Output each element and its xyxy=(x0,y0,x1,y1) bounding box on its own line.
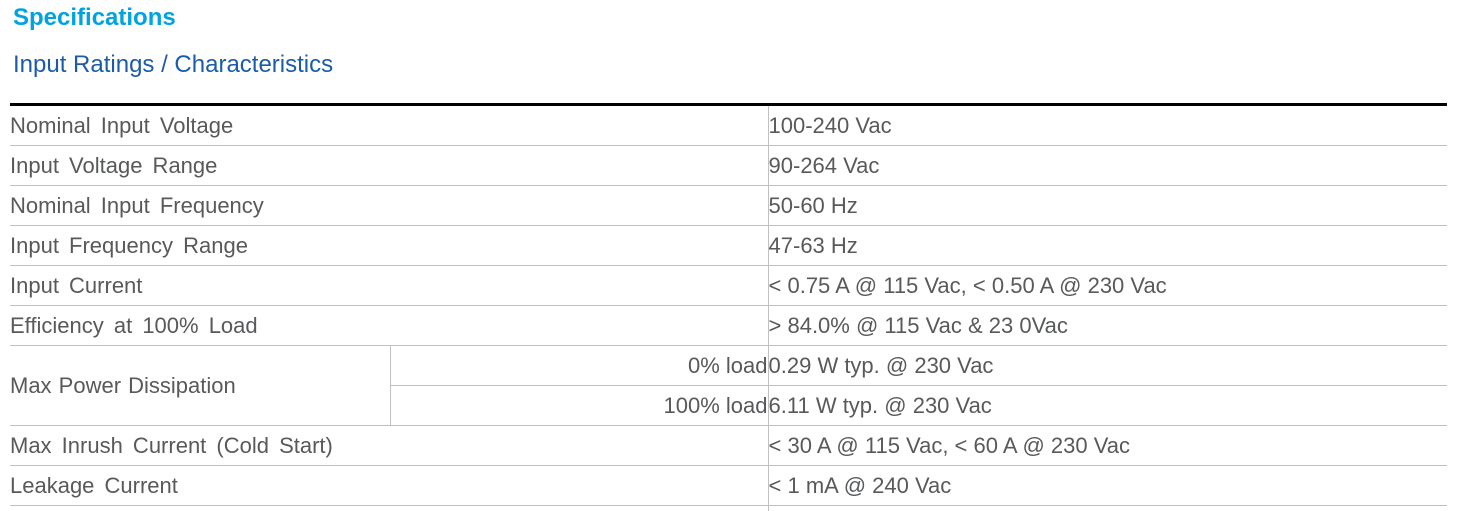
table-row xyxy=(10,226,1447,266)
column-divider-tail xyxy=(768,505,769,511)
load-level-cell: 0% load xyxy=(390,346,768,386)
load-level-cell: 100% load xyxy=(390,386,768,426)
row-value: 100-240 Vac xyxy=(768,105,1447,146)
spec-table xyxy=(10,103,1447,506)
row-label: Max Power Dissipation xyxy=(10,346,390,426)
row-label: Nominal Input Voltage xyxy=(10,105,768,146)
table-row xyxy=(10,186,1447,226)
row-label: Max Inrush Current (Cold Start) xyxy=(10,426,768,466)
row-value: 47-63 Hz xyxy=(768,226,1447,266)
page-subtitle: Input Ratings / Characteristics xyxy=(13,51,334,78)
row-value: 90-264 Vac xyxy=(768,146,1447,186)
table-row xyxy=(10,105,1447,146)
table-row xyxy=(10,426,1447,466)
row-label: Input Frequency Range xyxy=(10,226,768,266)
row-label: Nominal Input Frequency xyxy=(10,186,768,226)
page-title: Specifications xyxy=(13,4,176,31)
table-row xyxy=(10,146,1447,186)
row-label: Input Current xyxy=(10,266,768,306)
table-row xyxy=(10,466,1447,506)
row-label: Efficiency at 100% Load xyxy=(10,306,768,346)
table-row xyxy=(10,346,1447,386)
row-value: > 84.0% @ 115 Vac & 23 0Vac xyxy=(768,306,1447,346)
row-value: < 1 mA @ 240 Vac xyxy=(768,466,1447,506)
row-value: 0.29 W typ. @ 230 Vac xyxy=(768,346,1447,386)
row-value: < 0.75 A @ 115 Vac, < 0.50 A @ 230 Vac xyxy=(768,266,1447,306)
table-row xyxy=(10,306,1447,346)
row-value: 6.11 W typ. @ 230 Vac xyxy=(768,386,1447,426)
row-label: Input Voltage Range xyxy=(10,146,768,186)
table-row xyxy=(10,266,1447,306)
row-value: < 30 A @ 115 Vac, < 60 A @ 230 Vac xyxy=(768,426,1447,466)
row-label: Leakage Current xyxy=(10,466,768,506)
row-value: 50-60 Hz xyxy=(768,186,1447,226)
